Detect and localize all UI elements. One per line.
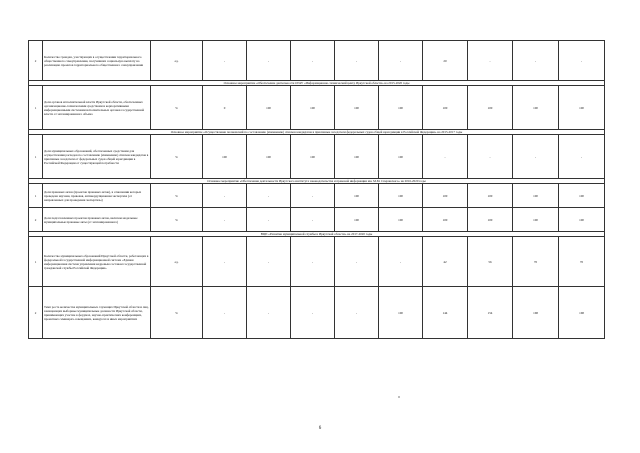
value-cell: 100 (468, 208, 513, 232)
table-row (29, 41, 605, 81)
indicators-table (28, 40, 605, 339)
unit-cell: % (151, 208, 203, 232)
value-cell: 100 (203, 135, 247, 179)
value-cell: 42 (423, 237, 468, 287)
value-cell: - (203, 184, 247, 208)
value-cell: 100 (513, 184, 559, 208)
value-cell: 100 (559, 208, 605, 232)
value-cell: 168 (559, 287, 605, 339)
row-number: 1 (29, 237, 43, 287)
value-cell: - (291, 184, 335, 208)
value-cell: - (468, 41, 513, 81)
section-title: Основное мероприятие «Обеспечение деятельности Иркутского института законодательства и правовой информации им. М.М. Сперанского» на 2016-2020 годы (29, 179, 605, 184)
unit-cell: % (151, 287, 203, 339)
value-cell: 70 (559, 237, 605, 287)
value-cell: 100 (423, 86, 468, 130)
value-cell: 100 (379, 287, 423, 339)
row-number: 1 (29, 86, 43, 130)
value-cell: - (291, 41, 335, 81)
indicator-name: Доля подготовленных проектов правовых актов, включая модельные муниципальные правовые акты (от запланированного) (43, 208, 151, 232)
value-cell: - (291, 287, 335, 339)
indicator-name: Темп роста количества муниципальных служащих Иркутской области и лиц, замещающих выборные муниципальные должности Иркутской области, принимающих участие в форумах, научно-практических конференциях, проектных семинарах-совещаниях, конкурсах и иных мероприятиях (43, 287, 151, 339)
unit-cell: % (151, 184, 203, 208)
value-cell: - (203, 208, 247, 232)
value-cell: - (291, 208, 335, 232)
value-cell: 168 (513, 287, 559, 339)
indicator-name: Доля органов исполнительной власти Иркутской области, обеспеченных организационно-техническими средствами и корпоративными информационными системами исполнительных органов государственной власти от запланированного объема (43, 86, 151, 130)
indicator-name: Доля правовых актов (проектов правовых актов), в отношении которых проведена научная, правовая, антикоррупционная экспертиза (от направленных для проведения экспертизы) (43, 184, 151, 208)
value-cell: 100 (468, 86, 513, 130)
value-cell: 100 (379, 208, 423, 232)
value-cell: 100 (379, 184, 423, 208)
value-cell: - (379, 41, 423, 81)
row-number: 2 (29, 41, 43, 81)
value-cell: 100 (559, 86, 605, 130)
value-cell: 100 (513, 208, 559, 232)
indicator-name: Доля муниципальных образований, обеспеченных средствами для осуществления расходов по составлению (изменению) списков кандидатов в присяжные заседатели от федеральных судов общей юрисдикции в Российской Федерации от существующей потребности (43, 135, 151, 179)
value-cell: 100 (379, 135, 423, 179)
value-cell: - (291, 237, 335, 287)
unit-cell: ед. (151, 41, 203, 81)
section-title: Основное мероприятие «Обеспечение деятельности ОГАУ «Информационно-технический центр Иркутской области» на 2015-2020 годы (29, 81, 605, 86)
value-cell: - (247, 184, 291, 208)
value-cell: - (559, 41, 605, 81)
row-number: 2 (29, 287, 43, 339)
value-cell: 100 (335, 208, 379, 232)
value-cell: - (203, 237, 247, 287)
value-cell: 100 (335, 135, 379, 179)
unit-cell: % (151, 135, 203, 179)
row-number: 1 (29, 135, 43, 179)
value-cell: 100 (247, 135, 291, 179)
row-number: 1 (29, 184, 43, 208)
value-cell: - (423, 135, 468, 179)
page-number: 6 (318, 426, 322, 431)
table-row (29, 184, 605, 208)
scan-speck (398, 396, 400, 398)
value-cell: 100 (559, 184, 605, 208)
value-cell: 100 (423, 208, 468, 232)
value-cell: 100 (423, 184, 468, 208)
value-cell: 100 (513, 86, 559, 130)
value-cell: 100 (379, 86, 423, 130)
table-row (29, 287, 605, 339)
value-cell: 100 (335, 86, 379, 130)
section-title: ВЦП «Развитие муниципальной службы в Иркутской области» на 2017-2020 годы (29, 232, 605, 237)
value-cell: - (335, 287, 379, 339)
value-cell: 100 (468, 184, 513, 208)
unit-cell: ед. (151, 237, 203, 287)
indicator-name: Количество граждан, участвующих в осуществлении территориального общественного самоуправления, получивших социальную выплату на реализацию проектов территориального общественного самоуправления (43, 41, 151, 81)
value-cell: 70 (513, 237, 559, 287)
document-sheet (28, 40, 604, 339)
value-cell: - (335, 237, 379, 287)
unit-cell: % (151, 86, 203, 130)
value-cell: - (203, 287, 247, 339)
value-cell: 20 (423, 41, 468, 81)
table-row (29, 237, 605, 287)
value-cell: - (203, 41, 247, 81)
value-cell: - (247, 287, 291, 339)
value-cell: 100 (335, 184, 379, 208)
section-title: Основное мероприятие «Осуществление полномочий по составлению (изменению) списков кандидатов в присяжные заседатели федеральных судов общей юрисдикции в Российской Федерации» на 2015-2017 годы (29, 130, 605, 135)
value-cell: 100 (291, 86, 335, 130)
indicator-name: Количество муниципальных образований Иркутской области, работающих в федеральной государственной информационной системе «Единая информационная система управления кадровым составом государственной гражданской службы Российской Федерации» (43, 237, 151, 287)
value-cell: - (513, 135, 559, 179)
value-cell: - (379, 237, 423, 287)
value-cell: - (335, 41, 379, 81)
value-cell: - (559, 135, 605, 179)
value-cell: 0 (203, 86, 247, 130)
table-row (29, 208, 605, 232)
table-row (29, 86, 605, 130)
value-cell: - (468, 135, 513, 179)
value-cell: 144 (423, 287, 468, 339)
value-cell: 100 (291, 135, 335, 179)
value-cell: 56 (468, 237, 513, 287)
value-cell: 154 (468, 287, 513, 339)
table-row (29, 135, 605, 179)
value-cell: - (247, 41, 291, 81)
value-cell: - (513, 41, 559, 81)
value-cell: 100 (247, 86, 291, 130)
value-cell: - (247, 237, 291, 287)
row-number: 2 (29, 208, 43, 232)
value-cell: - (247, 208, 291, 232)
